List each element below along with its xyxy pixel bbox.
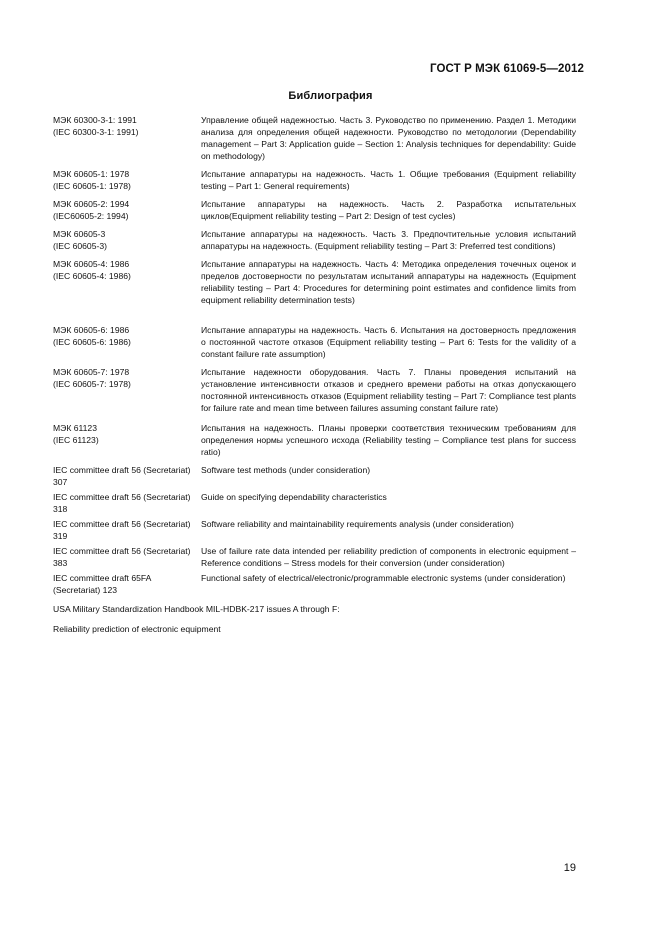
bib-entry	[53, 491, 576, 515]
bib-entry-text: Управление общей надежностью. Часть 3. Руководство по применению. Раздел 1. Методики анализа для определения общей надежности. Руководство по методологии (Dependability management – Part 3: Application guide – Section 1: Analysis techniques for dependability: Guide on methodology)	[201, 115, 576, 161]
bib-entry-text: Испытание аппаратуры на надежность. Часть 6. Испытания на достоверность предложения о постоянной частоте отказов (Equipment reliability testing – Part 6: Tests for the validity of a constant failure rate assumption)	[201, 325, 576, 359]
bib-entry	[53, 114, 576, 162]
bib-entry-text: Испытания на надежность. Планы проверки соответствия техническим требованиям для определения нормы успешного исхода (Reliability testing – Compliance test plans for success ratio)	[201, 423, 576, 457]
bib-entry	[53, 572, 576, 596]
bib-entry	[53, 198, 576, 222]
handbook-line: Reliability prediction of electronic equipment	[53, 624, 221, 634]
bib-entry-text: Испытание аппаратуры на надежность. Часть 3. Предпочтительные условия испытаний аппаратуры на надежность. (Equipment reliability testing – Part 3: Preferred test conditions)	[201, 229, 576, 251]
bib-entry	[53, 258, 576, 306]
bib-entry	[53, 518, 576, 542]
bib-entry-code: IEC committee draft 56 (Secretariat) 383	[53, 546, 191, 568]
bib-entry-text: Functional safety of electrical/electronic/programmable electronic systems (under consideration)	[201, 573, 566, 583]
bib-entry	[53, 168, 576, 192]
bib-entry-text: Guide on specifying dependability characteristics	[201, 492, 387, 502]
bib-entry	[53, 464, 576, 488]
bib-entry	[53, 324, 576, 360]
bib-entry-code: МЭК 60605-6: 1986 (IEC 60605-6: 1986)	[53, 325, 131, 347]
bib-entry-code: МЭК 61123 (IEC 61123)	[53, 423, 99, 445]
bib-entry-text: Software reliability and maintainability requirements analysis (under consideration)	[201, 519, 514, 529]
bib-entry	[53, 366, 576, 414]
bib-entry-text: Испытание аппаратуры на надежность. Часть 1. Общие требования (Equipment reliability testing – Part 1: General requirements)	[201, 169, 576, 191]
bib-entry-code: IEC committee draft 56 (Secretariat) 307	[53, 465, 191, 487]
bib-entry	[53, 422, 576, 458]
bib-entry-code: IEC committee draft 56 (Secretariat) 319	[53, 519, 191, 541]
page-number: 19	[563, 862, 576, 874]
bib-entry-code: МЭК 60300-3-1: 1991 (IEC 60300-3-1: 1991)	[53, 115, 139, 137]
bib-entry-code: МЭК 60605-7: 1978 (IEC 60605-7: 1978)	[53, 367, 131, 389]
bib-entry-code: IEC committee draft 65FA (Secretariat) 123	[53, 573, 151, 595]
bib-entry-text: Use of failure rate data intended per reliability prediction of components in electronic equipment – Reference conditions – Stress models for their conversion (under consideration)	[201, 546, 576, 568]
bibliography-title: Библиография	[288, 90, 373, 102]
bib-entry-code: МЭК 60605-1: 1978 (IEC 60605-1: 1978)	[53, 169, 131, 191]
bib-entry	[53, 545, 576, 569]
bib-entry-code: IEC committee draft 56 (Secretariat) 318	[53, 492, 191, 514]
bibliography-list	[53, 114, 576, 635]
bib-entry	[53, 228, 576, 252]
bib-entry-code: МЭК 60605-2: 1994 (IEC60605-2: 1994)	[53, 199, 130, 221]
handbook-line: USA Military Standardization Handbook MIL-HDBK-217 issues A through F:	[53, 604, 340, 614]
page-header: ГОСТ Р МЭК 61069-5—2012	[430, 63, 584, 75]
bib-entry-code: МЭК 60605-3 (IEC 60605-3)	[53, 229, 107, 251]
bib-entry-text: Испытание надежности оборудования. Часть 7. Планы проведения испытаний на установление интенсивности отказов и среднего времени работы на отказ допускающего постоянной интенсивность отказов (Equipment reliability testing – Part 7: Compliance test plants for failure rate and mean time between failures assuming constant failure rate)	[201, 367, 576, 413]
bib-entry-text: Software test methods (under consideration)	[201, 465, 371, 475]
bib-entry-text: Испытание аппаратуры на надежность. Часть 4: Методика определения точечных оценок и пределов достоверности по результатам испытаний аппаратуры на надежность (Equipment reliability testing – Part 4: Procedures for determining point estimates and confidence limits from equipment reliability determination tests)	[201, 259, 576, 305]
bib-entry-text: Испытание аппаратуры на надежность. Часть 2. Разработка испытательных циклов(Equipment reliability testing – Part 2: Design of test cycles)	[201, 199, 576, 221]
bib-entry-code: МЭК 60605-4: 1986 (IEC 60605-4: 1986)	[53, 259, 131, 281]
